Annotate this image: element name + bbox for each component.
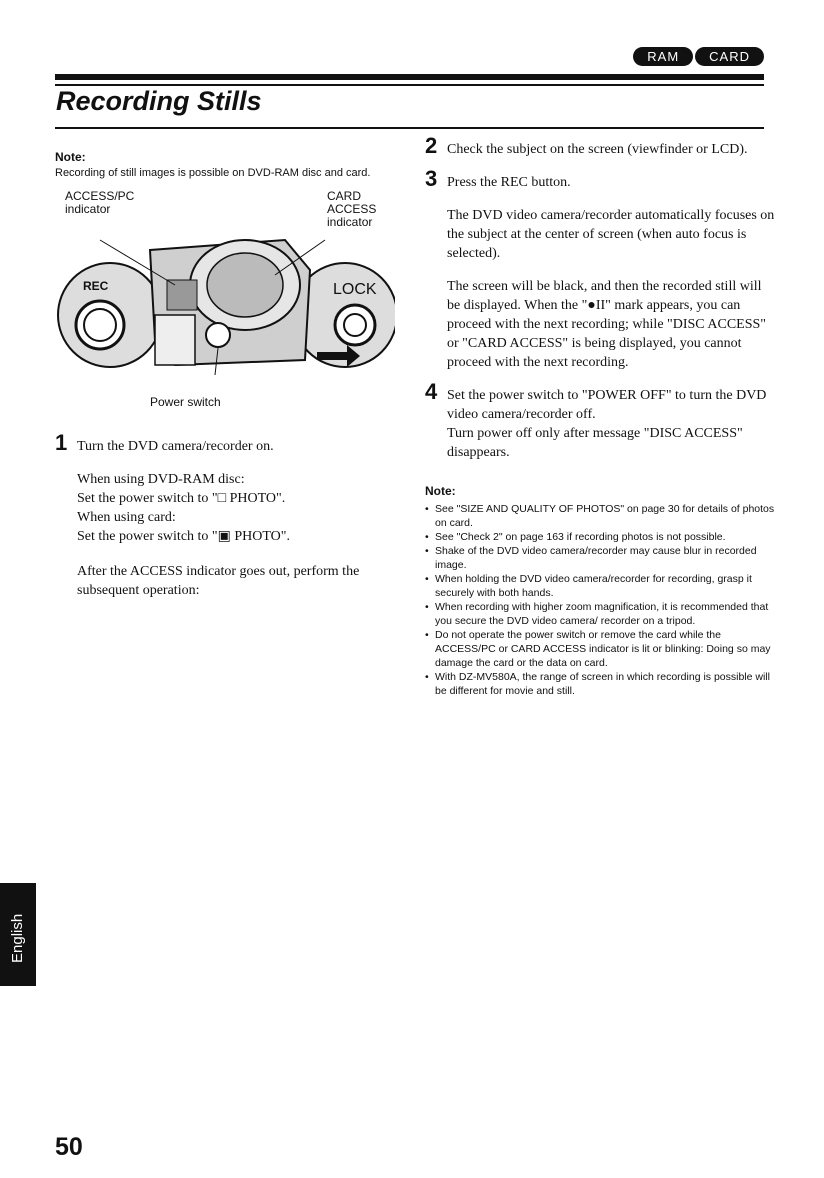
- rec-button-label: REC: [83, 279, 109, 293]
- step-1-detail-3: When using card:: [77, 510, 176, 525]
- note-item: • See "SIZE AND QUALITY OF PHOTOS" on page 30 for details of photos on card.: [425, 502, 775, 530]
- step-2-number: 2: [425, 133, 438, 158]
- note-item: • When recording with higher zoom magnification, it is recommended that you secure the DVD video camera/ recorder on a tripod.: [425, 600, 775, 628]
- step-1-detail-5: After the ACCESS indicator goes out, perform the subsequent operation:: [77, 564, 360, 598]
- step-3: [425, 166, 775, 192]
- step-3-number: 3: [425, 166, 438, 191]
- power-switch-label: Power switch: [150, 395, 221, 409]
- page-title: Recording Stills: [56, 86, 262, 116]
- note-heading: Note:: [55, 150, 86, 164]
- access-pc-indicator-label: ACCESS/PC indicator: [65, 189, 135, 216]
- note-item: • See "Check 2" on page 163 if recording photos is not possible.: [425, 530, 775, 544]
- note-item: • When holding the DVD video camera/recorder for recording, grasp it securely with both hands.: [425, 572, 775, 600]
- card-badge: CARD: [695, 47, 764, 66]
- step-1-number: 1: [55, 430, 68, 455]
- step-1-detail-4: Set the power switch to "▣ PHOTO".: [77, 529, 290, 544]
- card-access-indicator-label: CARD ACCESS indicator: [327, 189, 377, 229]
- header-badges: [631, 47, 764, 66]
- ram-badge: RAM: [633, 47, 693, 66]
- left-column: [55, 150, 395, 600]
- notes-list: [425, 502, 775, 698]
- step-1-detail-2: Set the power switch to "□ PHOTO".: [77, 491, 286, 506]
- note-text: Recording of still images is possible on DVD-RAM disc and card.: [55, 167, 371, 179]
- step-3-para-2: The screen will be black, and then the recorded still will be displayed. When the "●II" mark appears, you can proceed with the next recording; while "DISC ACCESS" or "CARD ACCESS" is being displayed, you cannot proceed with the next recording.: [447, 279, 766, 370]
- note-item: • With DZ-MV580A, the range of screen in which recording is possible will be different for movie and still.: [425, 670, 775, 698]
- language-tab: [0, 883, 36, 986]
- page-number: 50: [55, 1133, 83, 1161]
- camera-diagram: [55, 190, 395, 390]
- lock-label: LOCK: [333, 281, 377, 298]
- step-4-para-1: Turn power off only after message "DISC ACCESS" disappears.: [447, 426, 743, 460]
- step-2: [425, 133, 775, 159]
- title-rule: [55, 127, 764, 129]
- note-item: • Do not operate the power switch or remove the card while the ACCESS/PC or CARD ACCESS indicator is lit or blinking: Doing so may damage the card or the data on card.: [425, 628, 775, 670]
- step-3-para-1: The DVD video camera/recorder automatically focuses on the subject at the center of screen (when auto focus is selected).: [447, 208, 775, 261]
- notes-heading: Note:: [425, 484, 456, 498]
- language-tab-label: English: [9, 913, 26, 963]
- step-2-text: Check the subject on the screen (viewfinder or LCD).: [447, 142, 748, 157]
- step-3-text: Press the REC button.: [447, 175, 571, 190]
- step-1: [55, 430, 395, 456]
- step-4: [425, 379, 775, 424]
- step-4-number: 4: [425, 379, 438, 404]
- step-1-text: Turn the DVD camera/recorder on.: [77, 439, 274, 454]
- note-item: • Shake of the DVD video camera/recorder may cause blur in recorded image.: [425, 544, 775, 572]
- step-4-text: Set the power switch to "POWER OFF" to turn the DVD video camera/recorder off.: [447, 388, 767, 422]
- header-rule: [55, 74, 764, 80]
- right-column: [425, 133, 775, 698]
- step-1-detail-1: When using DVD-RAM disc:: [77, 472, 245, 487]
